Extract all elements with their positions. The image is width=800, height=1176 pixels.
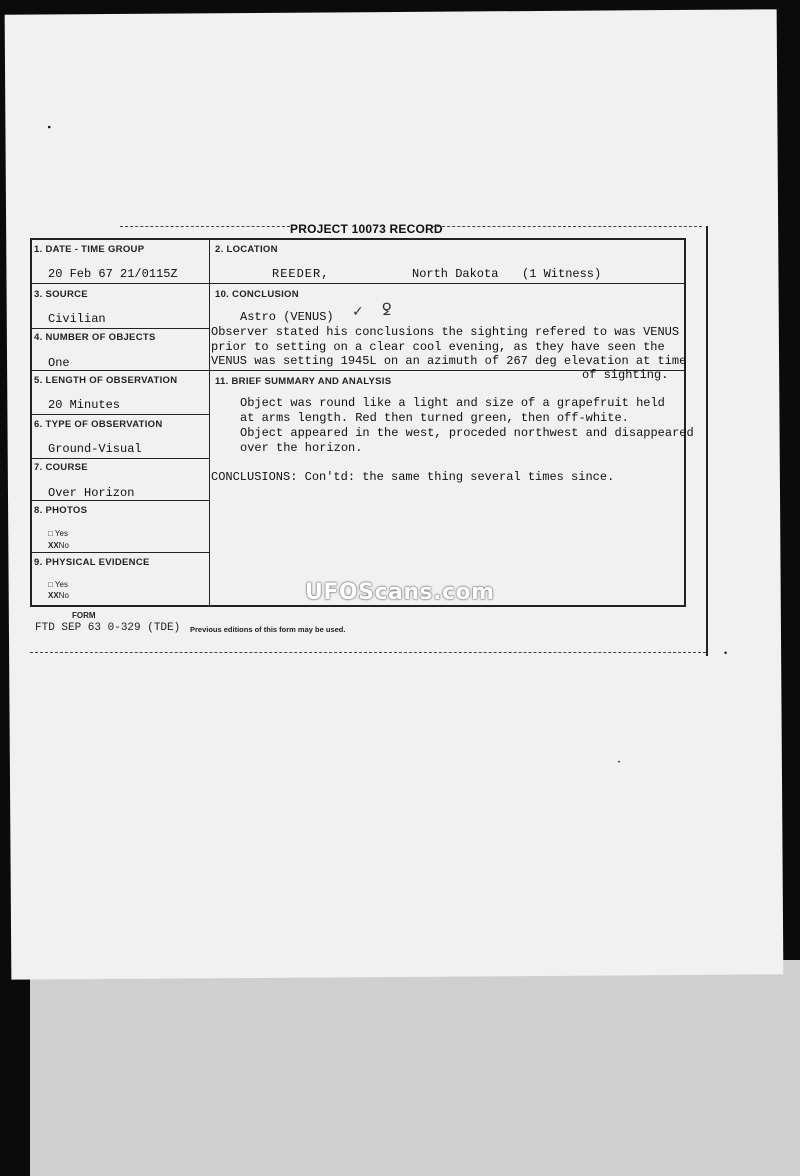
physical-evidence-yes: □ Yes <box>48 580 68 589</box>
date-time-group-label: 1. DATE - TIME GROUP <box>34 244 145 255</box>
frame-left <box>30 238 32 606</box>
length-of-observation-label: 5. LENGTH OF OBSERVATION <box>34 375 178 386</box>
conclusion-line-3: VENUS was setting 1945L on an azimuth of 267 deg elevation at time <box>211 354 687 368</box>
frame-top <box>30 238 685 240</box>
conclusion-label: 10. CONCLUSION <box>215 289 299 300</box>
outer-right-line <box>706 226 708 656</box>
conclusion-line-2: prior to setting on a clear cool evening, as they have seen the <box>211 340 665 354</box>
number-of-objects-value: One <box>48 356 70 370</box>
photos-yes: □ Yes <box>48 529 68 538</box>
handwritten-mark-icon: ꝿ <box>382 300 392 319</box>
form-id: FTD SEP 63 0-329 (TDE) <box>35 622 181 634</box>
photos-no <box>48 541 69 550</box>
summary-conclusions: CONCLUSIONS: Con'td: the same thing several times since. <box>211 470 615 484</box>
location-place: REEDER, <box>272 267 330 281</box>
location-label: 2. LOCATION <box>215 244 278 255</box>
photos-yes-text: Yes <box>54 529 68 538</box>
watermark: UFOScans.com <box>305 580 495 605</box>
number-of-objects-label: 4. NUMBER OF OBJECTS <box>34 332 156 343</box>
length-of-observation-value: 20 Minutes <box>48 398 121 412</box>
top-rule-left <box>120 226 290 227</box>
row-divider-1 <box>30 283 686 284</box>
check-mark-icon: ✓ <box>352 304 364 320</box>
photos-label: 8. PHOTOS <box>34 505 88 516</box>
conclusion-value: Astro (VENUS) <box>240 310 334 324</box>
summary-line-2: at arms length. Red then turned green, then off-white. <box>240 411 629 425</box>
source-label: 3. SOURCE <box>34 289 88 300</box>
footer-note: Previous editions of this form may be used. <box>190 625 346 634</box>
location-state: North Dakota <box>412 267 499 281</box>
source-value: Civilian <box>48 312 106 326</box>
column-divider <box>209 238 210 606</box>
row-divider-3 <box>30 328 210 329</box>
type-of-observation-label: 6. TYPE OF OBSERVATION <box>34 419 163 430</box>
physical-evidence-yes-text: Yes <box>54 580 68 589</box>
location-witness: (1 Witness) <box>522 267 602 281</box>
physical-evidence-label: 9. PHYSICAL EVIDENCE <box>34 557 150 568</box>
physical-evidence-mark: XX <box>48 591 59 600</box>
edge-dot: • <box>724 648 728 658</box>
type-of-observation-value: Ground-Visual <box>48 442 142 456</box>
physical-evidence-no <box>48 591 69 600</box>
conclusion-line-4: of sighting. <box>582 368 669 382</box>
summary-line-4: over the horizon. <box>240 441 363 455</box>
frame-bottom <box>30 605 686 607</box>
top-rule-right <box>432 226 702 227</box>
summary-line-1: Object was round like a light and size of a grapefruit held <box>240 396 665 410</box>
summary-line-3: Object appeared in the west, proceded northwest and disappeared <box>240 426 694 440</box>
conclusion-line-1: Observer stated his conclusions the sighting refered to was VENUS <box>211 325 680 339</box>
row-divider-8 <box>30 552 210 553</box>
bottom-rule <box>30 652 706 653</box>
form-title: PROJECT 10073 RECORD <box>290 222 443 236</box>
photos-no-text: No <box>58 541 69 550</box>
course-value: Over Horizon <box>48 486 135 500</box>
underlying-page <box>30 960 800 1176</box>
physical-evidence-no-text: No <box>58 591 69 600</box>
stray-dot: • <box>47 122 51 134</box>
row-divider-5 <box>30 414 210 415</box>
row-divider-7 <box>30 500 210 501</box>
date-time-group-value: 20 Feb 67 21/0115Z <box>48 267 178 281</box>
row-divider-6 <box>30 458 210 459</box>
course-label: 7. COURSE <box>34 462 88 473</box>
summary-label: 11. BRIEF SUMMARY AND ANALYSIS <box>215 376 392 387</box>
photos-mark: XX <box>48 541 59 550</box>
frame-right <box>684 238 686 606</box>
form-word: FORM <box>72 611 96 620</box>
speck-dot: • <box>618 760 621 766</box>
